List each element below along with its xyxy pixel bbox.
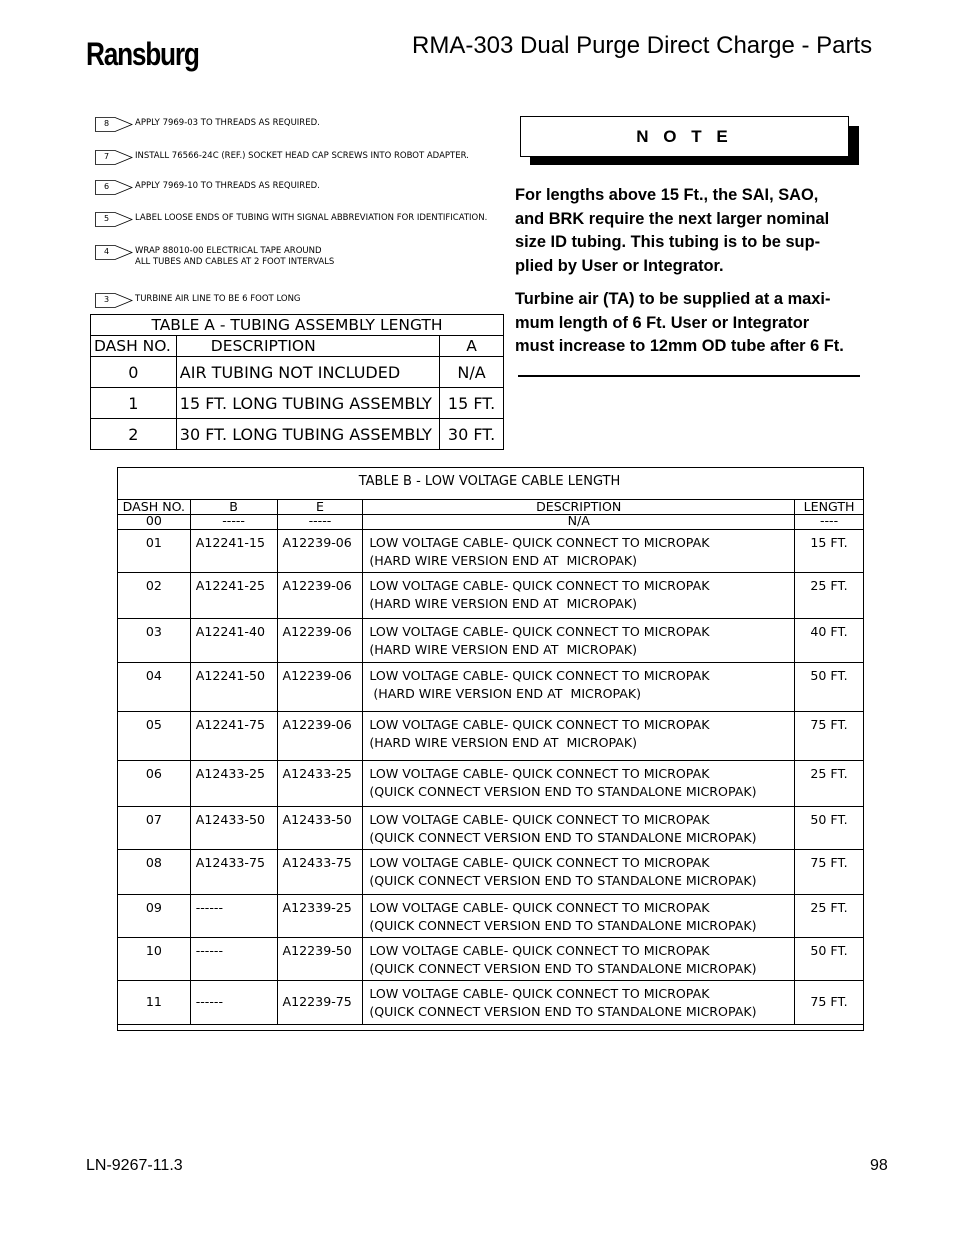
table-b-cell: A12239-75 [277,981,363,1025]
table-b-cell: A12241-40 [190,619,277,663]
note-text [515,184,865,369]
table-b-description [363,981,795,1025]
table-a-tubing-length [90,314,504,450]
flag-text-line: WRAP 88010-00 ELECTRICAL TAPE AROUND [135,246,322,256]
table-a-cell: 15 FT. [440,388,504,419]
table-b-header-b: B [190,500,277,515]
table-b-description [363,712,795,761]
flag-text [135,246,334,268]
description-line: LOW VOLTAGE CABLE- QUICK CONNECT TO MICROPAK [369,624,710,639]
table-b-cell: 25 FT. [795,761,864,807]
flag-number: 5 [104,214,110,223]
table-b-description [363,807,795,850]
table-b-cell: ----- [277,515,363,530]
table-b-cell: A12241-15 [190,530,277,573]
note-line: For lengths above 15 Ft., the SAI, SAO, [515,186,819,204]
table-row [118,761,864,807]
table-row [118,530,864,573]
table-b-cell: A12239-06 [277,619,363,663]
table-a-cell: 30 FT. [440,419,504,450]
description-line: (HARD WIRE VERSION END AT MICROPAK) [369,596,638,611]
flag-icon [95,245,131,259]
table-b-header-dash: DASH NO. [118,500,191,515]
flag-icon [95,180,131,194]
table-row [118,895,864,938]
description-line: (QUICK CONNECT VERSION END TO STANDALONE MICROPAK) [369,1004,757,1019]
table-b-cell: 05 [118,712,191,761]
flag-text-line: LABEL LOOSE ENDS OF TUBING WITH SIGNAL ABBREVIATION FOR IDENTIFICATION. [135,213,488,223]
table-b-cell: 75 FT. [795,850,864,895]
description-line: LOW VOLTAGE CABLE- QUICK CONNECT TO MICROPAK [369,717,710,732]
flag-text-line: ALL TUBES AND CABLES AT 2 FOOT INTERVALS [135,257,335,267]
table-b-header-length: LENGTH [795,500,864,515]
flag-icon [95,212,131,226]
table-b-cell: 09 [118,895,191,938]
table-a-header-description: DESCRIPTION [176,336,439,357]
table-b-cell: 11 [118,981,191,1025]
flag-text [135,181,320,192]
description-line: LOW VOLTAGE CABLE- QUICK CONNECT TO MICROPAK [369,855,710,870]
description-line: (QUICK CONNECT VERSION END TO STANDALONE MICROPAK) [369,873,757,888]
table-a-cell: 1 [91,388,177,419]
flag-number: 4 [104,247,110,256]
table-b-cell: 15 FT. [795,530,864,573]
table-b-cable-length [117,499,864,1025]
note-line: plied by User or Integrator. [515,256,724,275]
table-a-cell: N/A [440,357,504,388]
table-b-cell: N/A [363,515,795,530]
table-b-cell: A12433-25 [190,761,277,807]
page-number: 98 [870,1157,888,1174]
table-b-cell: A12433-75 [190,850,277,895]
flag-icon [95,150,131,164]
description-line: (QUICK CONNECT VERSION END TO STANDALONE MICROPAK) [369,918,757,933]
table-b-cell: 50 FT. [795,938,864,981]
table-b-cell: ------ [190,895,277,938]
flag-text [135,213,487,224]
table-b-description [363,938,795,981]
table-a-cell: 0 [91,357,177,388]
description-line: LOW VOLTAGE CABLE- QUICK CONNECT TO MICROPAK [369,668,710,683]
table-b-cell: 02 [118,573,191,619]
flag-number: 8 [104,119,110,128]
note-line: mum length of 6 Ft. User or Integrator [515,313,810,332]
table-b-cell: A12239-06 [277,573,363,619]
table-b-description [363,530,795,573]
table-b-cell: 50 FT. [795,807,864,850]
table-row [91,419,504,450]
table-b-cell: A12241-25 [190,573,277,619]
note-heading: N O T E [520,116,849,157]
table-row [118,981,864,1025]
table-b-cell: 07 [118,807,191,850]
table-row [118,573,864,619]
table-b-cell: A12239-06 [277,663,363,712]
table-b-cell: 25 FT. [795,573,864,619]
table-a-header-dash: DASH NO. [91,336,177,357]
table-a-title: TABLE A - TUBING ASSEMBLY LENGTH [91,315,504,336]
table-a-cell: AIR TUBING NOT INCLUDED [176,357,439,388]
table-b-cell: A12433-75 [277,850,363,895]
table-b-cell: 75 FT. [795,712,864,761]
table-a-cell: 30 FT. LONG TUBING ASSEMBLY [176,419,439,450]
table-b-cell: A12433-50 [190,807,277,850]
table-b-cell: 01 [118,530,191,573]
table-b-cell: 10 [118,938,191,981]
table-b-description [363,619,795,663]
description-line: (HARD WIRE VERSION END AT MICROPAK) [369,642,638,657]
table-row [118,515,864,530]
table-b-cell: 25 FT. [795,895,864,938]
description-line: LOW VOLTAGE CABLE- QUICK CONNECT TO MICROPAK [369,943,710,958]
table-b-cell: ---- [795,515,864,530]
flag-number: 3 [104,295,110,304]
table-b-header-e: E [277,500,363,515]
table-b-description [363,895,795,938]
table-row [118,663,864,712]
table-b-cell: A12433-25 [277,761,363,807]
note-line: must increase to 12mm OD tube after 6 Ft. [515,337,844,355]
table-b-cell: A12239-06 [277,530,363,573]
flag-text-line: APPLY 7969-03 TO THREADS AS REQUIRED. [135,118,320,128]
description-line: LOW VOLTAGE CABLE- QUICK CONNECT TO MICROPAK [369,812,710,827]
flag-text-line: TURBINE AIR LINE TO BE 6 FOOT LONG [135,294,301,304]
flag-icon [95,293,131,307]
table-row [118,619,864,663]
flag-number: 6 [104,182,110,191]
table-b-description [363,850,795,895]
description-line: LOW VOLTAGE CABLE- QUICK CONNECT TO MICROPAK [369,986,710,1001]
table-b-description [363,573,795,619]
description-line: (HARD WIRE VERSION END AT MICROPAK) [369,686,642,701]
table-b-description [363,663,795,712]
flag-icon [95,117,131,131]
table-b-cell: A12239-06 [277,712,363,761]
note-paragraph-1 [515,184,865,278]
table-b-cell: 40 FT. [795,619,864,663]
table-b-description [363,761,795,807]
table-row [91,388,504,419]
description-line: LOW VOLTAGE CABLE- QUICK CONNECT TO MICROPAK [369,900,710,915]
table-b-cell: A12239-50 [277,938,363,981]
table-a-header-a: A [440,336,504,357]
document-number: LN-9267-11.3 [86,1157,183,1174]
flag-number: 7 [104,152,110,161]
table-b-cell: A12339-25 [277,895,363,938]
table-row [118,712,864,761]
note-line: Turbine air (TA) to be supplied at a maxi- [515,290,831,308]
note-divider [518,375,860,377]
table-b-cell: 75 FT. [795,981,864,1025]
table-row [118,850,864,895]
flag-text [135,151,469,162]
table-a-cell: 2 [91,419,177,450]
table-b-cell: 04 [118,663,191,712]
table-b-cell: A12241-75 [190,712,277,761]
table-row [118,807,864,850]
table-b-cell: A12241-50 [190,663,277,712]
description-line: (HARD WIRE VERSION END AT MICROPAK) [369,553,638,568]
flag-text [135,294,301,305]
table-b-cell: ----- [190,515,277,530]
table-b-cell: 03 [118,619,191,663]
note-line: and BRK require the next larger nominal [515,209,830,228]
flag-text [135,118,320,129]
flag-text-line: INSTALL 76566-24C (REF.) SOCKET HEAD CAP SCREWS INTO ROBOT ADAPTER. [135,151,469,161]
description-line: (QUICK CONNECT VERSION END TO STANDALONE MICROPAK) [369,784,757,799]
description-line: (HARD WIRE VERSION END AT MICROPAK) [369,735,638,750]
description-line: LOW VOLTAGE CABLE- QUICK CONNECT TO MICROPAK [369,535,710,550]
brand-logo: Ransburg [86,36,199,72]
table-row [118,938,864,981]
table-b-cell: A12433-50 [277,807,363,850]
table-b-cell: ------ [190,938,277,981]
note-paragraph-2 [515,288,865,359]
note-line: size ID tubing. This tubing is to be sup- [515,233,821,251]
flag-text-line: APPLY 7969-10 TO THREADS AS REQUIRED. [135,181,320,191]
table-b-cell: 06 [118,761,191,807]
description-line: LOW VOLTAGE CABLE- QUICK CONNECT TO MICROPAK [369,578,710,593]
table-b-title: TABLE B - LOW VOLTAGE CABLE LENGTH [358,474,621,489]
table-row [91,357,504,388]
table-b-cell: 00 [118,515,191,530]
table-a-cell: 15 FT. LONG TUBING ASSEMBLY [176,388,439,419]
table-b-header-description: DESCRIPTION [363,500,795,515]
table-b-cell: 08 [118,850,191,895]
table-b-cell: 50 FT. [795,663,864,712]
description-line: (QUICK CONNECT VERSION END TO STANDALONE MICROPAK) [369,830,757,845]
description-line: LOW VOLTAGE CABLE- QUICK CONNECT TO MICROPAK [369,766,710,781]
table-b-cell: ------ [190,981,277,1025]
description-line: (QUICK CONNECT VERSION END TO STANDALONE MICROPAK) [369,961,757,976]
page-title: RMA-303 Dual Purge Direct Charge - Parts [412,32,873,59]
